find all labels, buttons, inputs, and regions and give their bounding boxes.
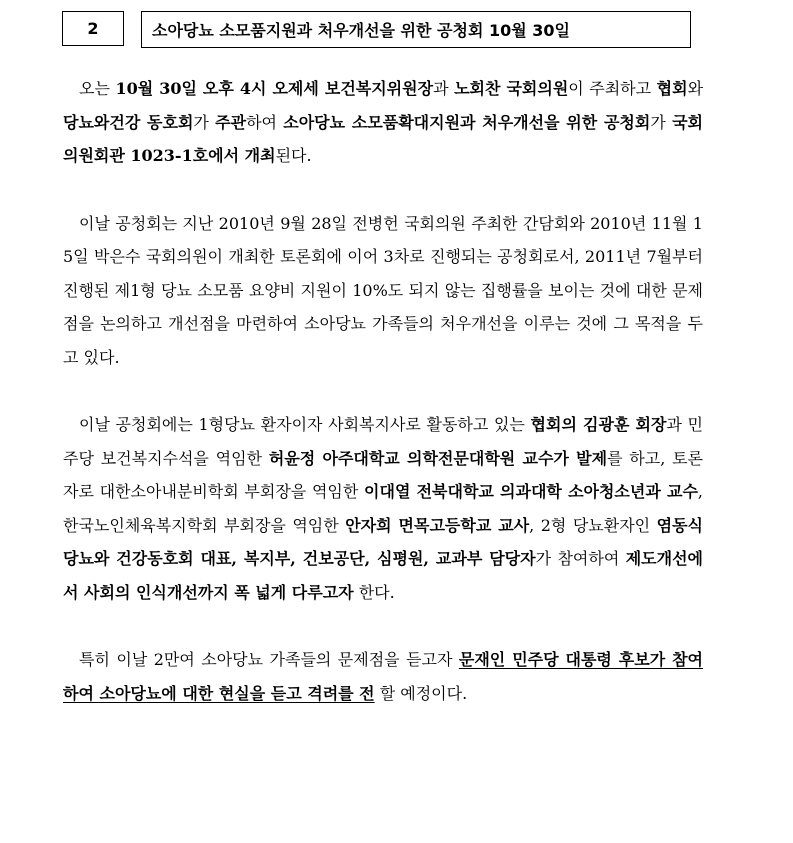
bold-text-run: 협회의 김광훈 회장 — [530, 415, 667, 434]
bold-text-run: 10월 30일 오후 4시 오제세 보건복지위원장 — [115, 79, 434, 98]
bold-text-run: 안자희 면목고등학교 교사 — [345, 515, 530, 535]
text-run: 를 하고, 토론자로 대한소아내분비학회 부회장을 역임한 — [63, 448, 704, 501]
text-run: 할 예정이다. — [374, 683, 468, 703]
paragraph — [63, 408, 703, 609]
text-run: 과 — [433, 79, 455, 98]
section-number: 2 — [62, 11, 124, 46]
text-run: 와 — [687, 79, 704, 98]
article-body — [63, 72, 703, 710]
bold-text-run: 염동식 당뇨와 건강동호회 대표, 복지부, 건보공단, 심평원, 교과부 담당자 — [63, 515, 703, 568]
bold-text-run: 국회의원회관 1023-1호에서 개최 — [63, 112, 703, 165]
text-run: 된다. — [275, 146, 312, 165]
text-run: 오는 — [79, 79, 116, 98]
paragraph — [63, 72, 703, 173]
text-run: 한다. — [353, 582, 395, 602]
text-run: 하여 — [246, 112, 284, 132]
bold-text-run: 주관 — [215, 112, 247, 132]
section-title: 소아당뇨 소모품지원과 처우개선을 위한 공청회 10월 30일 — [141, 11, 691, 48]
bold-text-run: 이대열 전북대학교 의과대학 소아청소년과 교수 — [364, 482, 698, 501]
paragraph — [63, 207, 703, 375]
bold-text-run: 제도개선에서 사회의 인식개선까지 폭 넓게 다루고자 — [63, 549, 703, 602]
bold-text-run: 협회 — [656, 79, 688, 98]
underlined-text-run: 문재인 민주당 대통령 후보가 참여하여 소아당뇨에 대한 현실을 듣고 격려를 전 — [63, 650, 703, 703]
paragraph — [63, 643, 703, 710]
text-run: , 2형 당뇨환자인 — [529, 515, 657, 535]
text-run: 이 주최하고 — [568, 79, 657, 98]
text-run: 이날 공청회는 지난 2010년 9월 28일 전병헌 국회의원 주최한 간담회와 2010년 11월 15일 박은수 국회의원이 개최한 토론회에 이어 3차로 진행되는 공청회로서, 2011년 7월부터 진행된 제1형 당뇨 소모품 요양비 지원이 10%도 되지 않는 집행률을 보이는 것에 대한 문제점을 논의하고 개선점을 마련하여 소아당뇨 가족들의 처우개선을 이루는 것에 그 목적을 두고 있다. — [63, 213, 703, 367]
text-run: 가 — [193, 112, 216, 132]
text-run: 가 참여하여 — [535, 549, 626, 568]
text-run: 과 민주당 보건복지수석을 역임한 — [63, 415, 704, 468]
bold-text-run: 당뇨와건강 동호회 — [63, 112, 194, 132]
bold-text-run: 노회찬 국회의원 — [454, 79, 569, 98]
text-run: 이날 공청회에는 1형당뇨 환자이자 사회복지사로 활동하고 있는 — [79, 415, 531, 434]
text-run: , 한국노인체육복지학회 부회장을 역임한 — [63, 482, 703, 535]
bold-text-run: 소아당뇨 소모품확대지원과 처우개선을 위한 공청회 — [283, 112, 651, 132]
bold-text-run: 허윤정 아주대학교 의학전문대학원 교수가 발제 — [268, 448, 608, 468]
text-run: 특히 이날 2만여 소아당뇨 가족들의 문제점을 듣고자 — [79, 650, 459, 669]
text-run: 가 — [650, 112, 673, 132]
